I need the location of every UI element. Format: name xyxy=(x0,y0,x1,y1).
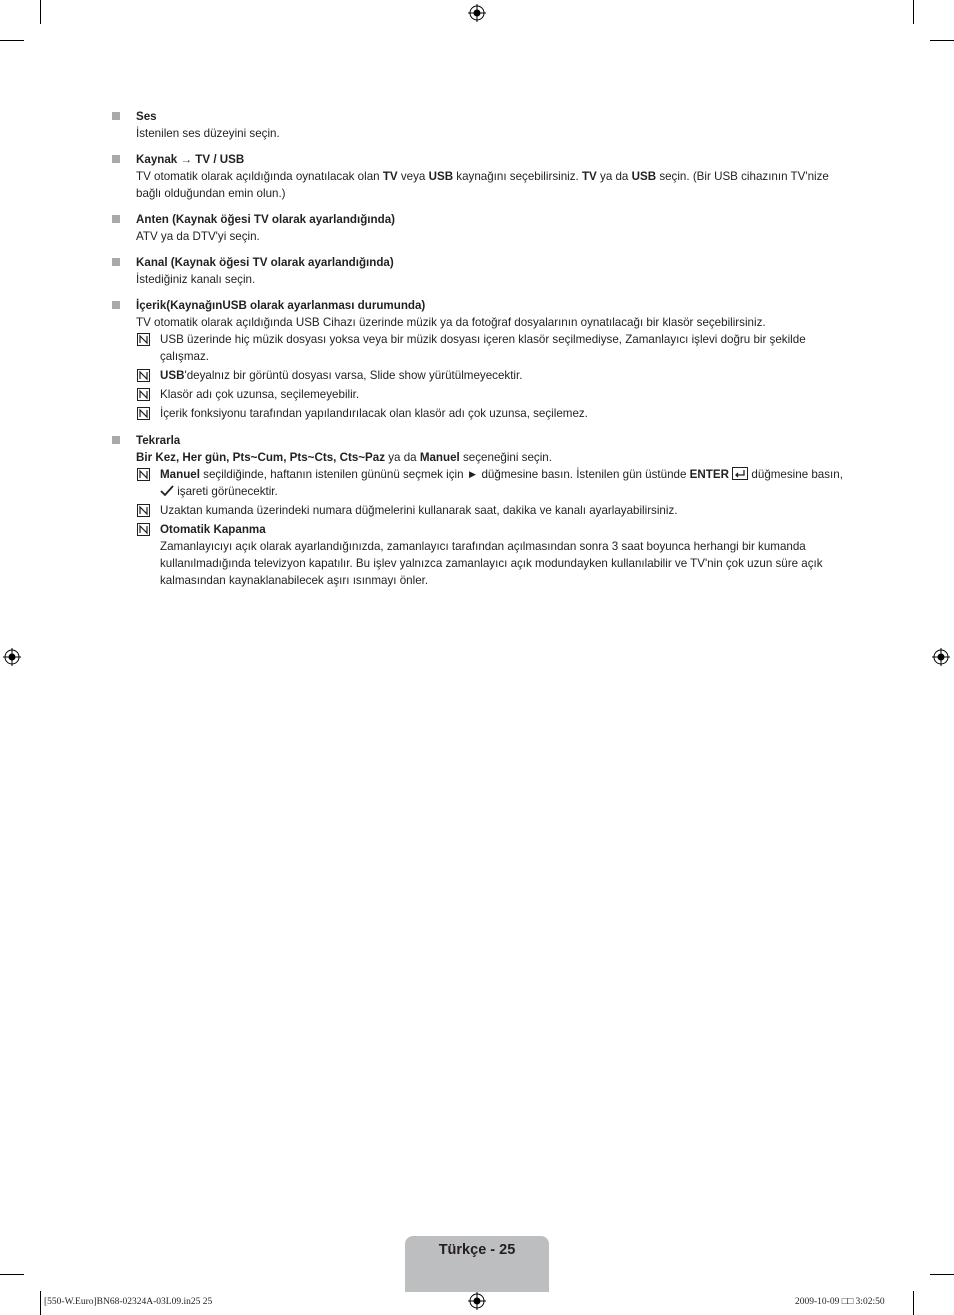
note: İçerik fonksiyonu tarafından yapılandırılacak olan klasör adı çok uzunsa, seçilemez. xyxy=(136,405,847,422)
note-icon xyxy=(137,468,150,481)
section-title: Kanal (Kaynak öğesi TV olarak ayarlandığında) xyxy=(136,256,394,269)
section-anten xyxy=(112,211,847,245)
page-number: Türkçe - 25 xyxy=(438,1242,516,1258)
section-body: İstediğiniz kanalı seçin. xyxy=(136,273,256,286)
note-icon xyxy=(137,407,150,420)
crop-mark xyxy=(0,40,24,41)
square-bullet-icon xyxy=(112,112,120,120)
square-bullet-icon xyxy=(112,258,120,266)
manual-content xyxy=(112,108,847,598)
crop-mark xyxy=(930,40,954,41)
registration-mark-icon xyxy=(468,1292,486,1310)
crop-mark xyxy=(0,1274,24,1275)
note: Klasör adı çok uzunsa, seçilemeyebilir. xyxy=(136,386,847,403)
section-title: İçerik(KaynağınUSB olarak ayarlanması durumunda) xyxy=(136,299,426,312)
note: Manuel seçildiğinde, haftanın istenilen gününü seçmek için ► düğmesine basın. İstenilen gün üstünde ENTER düğmesine basın, işareti görünecektir. xyxy=(136,466,847,500)
enter-icon xyxy=(732,467,748,480)
section-body: TV otomatik olarak açıldığında USB Cihazı üzerinde müzik ya da fotoğraf dosyalarının oynatılacağı bir klasör seçebilirsiniz. xyxy=(136,316,766,329)
square-bullet-icon xyxy=(112,436,120,444)
section-title: Anten (Kaynak öğesi TV olarak ayarlandığında) xyxy=(136,213,395,226)
note: USB üzerinde hiç müzik dosyası yoksa veya bir müzik dosyası içeren klasör seçilmediyse, Zamanlayıcı işlevi doğru bir şekilde çalışmaz. xyxy=(136,331,847,365)
section-body: Bir Kez, Her gün, Pts~Cum, Pts~Cts, Cts~Paz ya da Manuel seçeneğini seçin. xyxy=(136,451,552,464)
section-body: ATV ya da DTV'yi seçin. xyxy=(136,230,260,243)
square-bullet-icon xyxy=(112,155,120,163)
section-icerik xyxy=(112,297,847,422)
note-icon xyxy=(137,504,150,517)
note-icon xyxy=(137,388,150,401)
section-title: Tekrarla xyxy=(136,434,181,447)
section-ses xyxy=(112,108,847,142)
slug-left: [550-W.Euro]BN68-02324A-03L09.in25 25 xyxy=(44,1297,213,1307)
registration-mark-icon xyxy=(932,648,950,666)
note-icon xyxy=(137,523,150,536)
checkmark-icon xyxy=(160,485,174,497)
section-title: Kaynak → TV / USB xyxy=(136,153,245,166)
note: Otomatik Kapanma Zamanlayıcıyı açık olarak ayarlandığınızda, zamanlayıcı tarafından açılmasından sonra 3 saat boyunca herhangi bir kumanda kullanılmadığında televizyon kapatılır. Bu işlev yalnızca zamanlayıcı açık modundayken kullanılabilir ve TV'nin çok uzun süre açık kalmasından kaynaklanabilecek aşırı ısınmayı önler. xyxy=(136,521,847,589)
note: Uzaktan kumanda üzerindeki numara düğmelerini kullanarak saat, dakika ve kanalı ayarlayabilirsiniz. xyxy=(136,502,847,519)
section-title: Ses xyxy=(136,110,157,123)
registration-mark-icon xyxy=(468,4,486,22)
section-kanal xyxy=(112,254,847,288)
crop-mark xyxy=(40,1291,41,1315)
square-bullet-icon xyxy=(112,301,120,309)
square-bullet-icon xyxy=(112,215,120,223)
crop-mark xyxy=(930,1274,954,1275)
registration-mark-icon xyxy=(3,648,21,666)
section-kaynak xyxy=(112,151,847,202)
section-body: TV otomatik olarak açıldığında oynatılacak olan TV veya USB kaynağını seçebilirsiniz. TV ya da USB seçin. (Bir USB cihazının TV'nize bağlı olduğundan emin olun.) xyxy=(136,170,829,200)
section-tekrarla xyxy=(112,432,847,589)
slug-right: 2009-10-09 □□ 3:02:50 xyxy=(795,1297,885,1307)
note-icon xyxy=(137,369,150,382)
crop-mark xyxy=(913,0,914,24)
crop-mark xyxy=(913,1291,914,1315)
crop-mark xyxy=(40,0,41,24)
note: USB'deyalnız bir görüntü dosyası varsa, Slide show yürütülmeyecektir. xyxy=(136,367,847,384)
note-icon xyxy=(137,333,150,346)
section-body: İstenilen ses düzeyini seçin. xyxy=(136,127,280,140)
